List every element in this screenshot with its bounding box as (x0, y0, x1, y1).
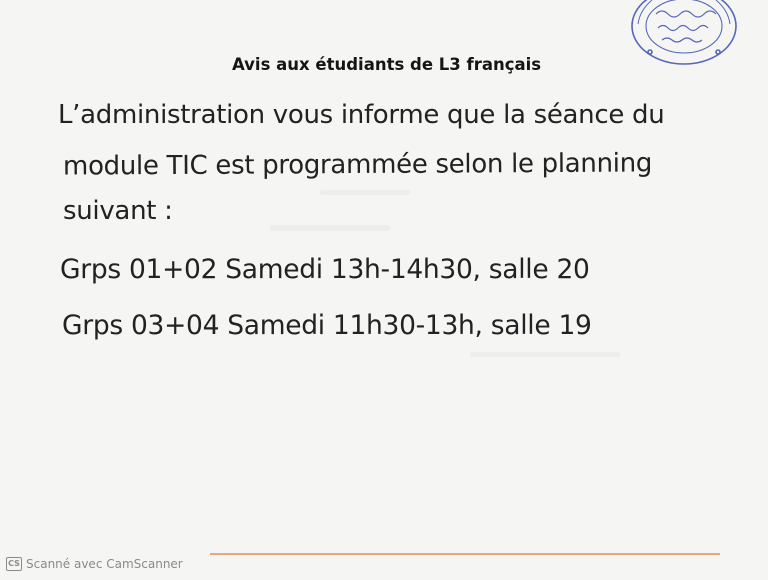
notice-line: module TIC est programmée selon le planning (62, 148, 653, 182)
official-stamp (628, 0, 740, 68)
schedule-line: Grps 03+04 Samedi 11h30-13h, salle 19 (62, 310, 592, 341)
notice-line: L’administration vous informe que la séance du (58, 100, 665, 130)
bleed-through-mark (320, 190, 410, 195)
bleed-through-mark (470, 352, 620, 357)
camscanner-logo-icon: CS (6, 557, 22, 571)
bleed-through-mark (270, 225, 390, 231)
scanner-watermark (6, 557, 183, 571)
schedule-line: Grps 01+02 Samedi 13h-14h30, salle 20 (60, 254, 590, 285)
notice-heading: Avis aux étudiants de L3 français (232, 55, 542, 74)
watermark-text: Scanné avec CamScanner (26, 557, 183, 571)
page-edge-rule (210, 553, 720, 555)
notice-line: suivant : (63, 196, 173, 226)
